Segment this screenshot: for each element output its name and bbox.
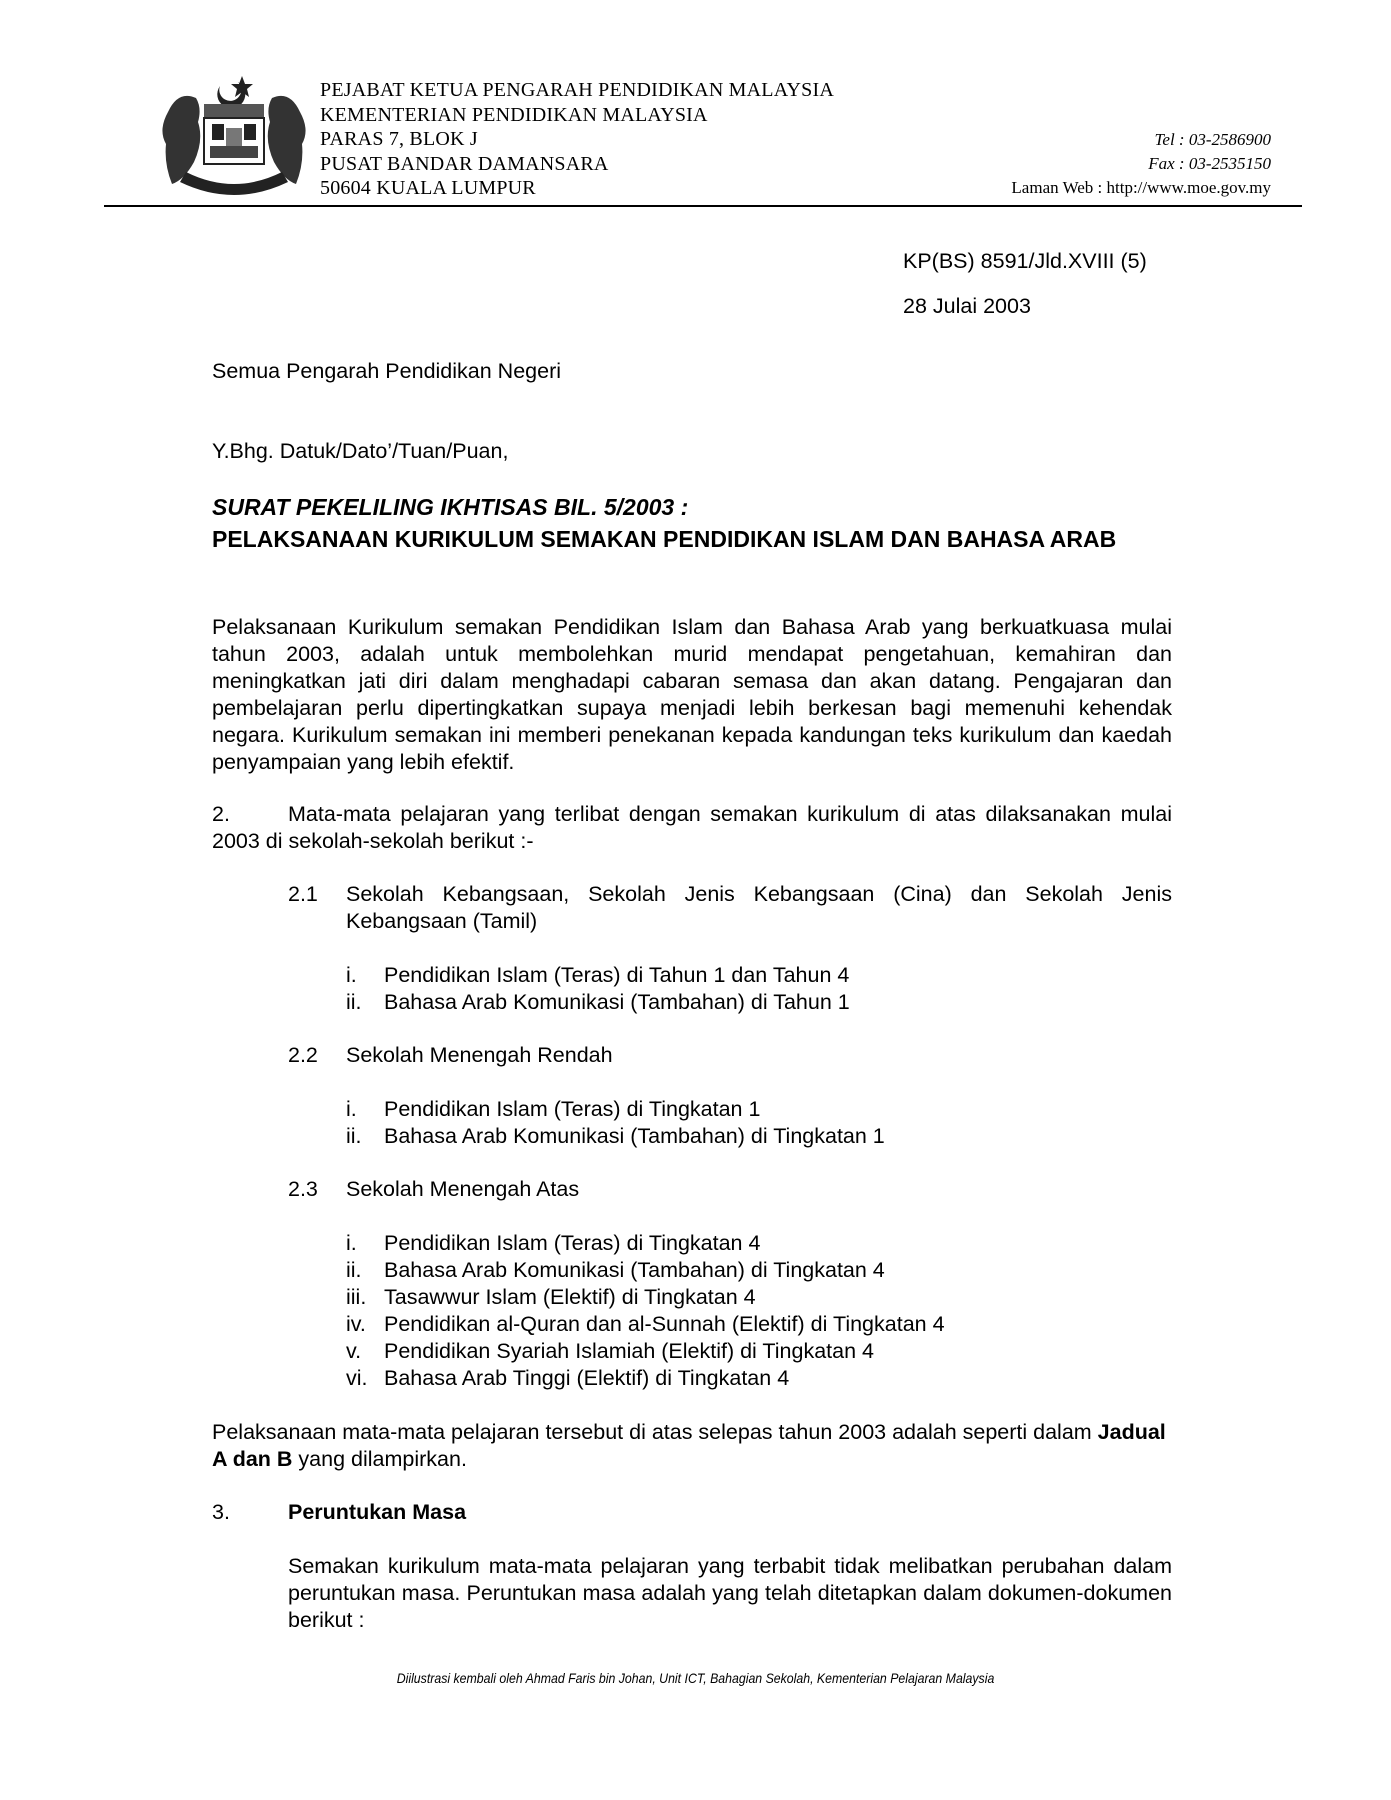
implementation-text: Pelaksanaan mata-mata pelajaran tersebut di atas selepas tahun 2003 adalah seperti dalam [212,1420,1098,1444]
section-title: Sekolah Menengah Atas [346,1177,580,1201]
item-text: Pendidikan Islam (Teras) di Tingkatan 4 [384,1231,761,1255]
implementation-bold-reference: Jadual A dan B [212,1420,1166,1471]
fax: Fax : 03-2535150 [1148,154,1271,173]
section-number: 2.3 [288,1177,318,1201]
section-number: 3. [212,1500,230,1524]
item-text: Pendidikan al-Quran dan al-Sunnah (Elektif) di Tingkatan 4 [384,1312,945,1336]
footer-note: Diilustrasi kembali oleh Ahmad Faris bin Johan, Unit ICT, Bahagian Sekolah, Kementerian Pelajaran Malaysia [396,1670,995,1686]
contact-info [1011,128,1271,200]
section-title: Sekolah Kebangsaan, Sekolah Jenis Kebangsaan (Cina) dan Sekolah Jenis Kebangsaan (Tamil) [346,882,1172,933]
item-number: ii. [346,1258,362,1282]
office-line: 50604 KUALA LUMPUR [320,177,536,199]
website: Laman Web : http://www.moe.gov.my [1011,178,1271,197]
section-2-2 [288,1042,1172,1069]
implementation-text-end: yang dilampirkan. [292,1447,467,1471]
item-number: vi. [346,1366,368,1390]
section-3-paragraph: Semakan kurikulum mata-mata pelajaran yang terbabit tidak melibatkan perubahan dalam peruntukan masa. Peruntukan masa adalah yang telah ditetapkan dalam dokumen-dokumen berikut : [288,1554,1172,1632]
reference-block [903,248,1147,338]
office-line: KEMENTERIAN PENDIDIKAN MALAYSIA [320,103,708,126]
section-2-3 [288,1176,1172,1203]
item-number: i. [346,1097,357,1121]
subject-heading: PELAKSANAAN KURIKULUM SEMAKAN PENDIDIKAN ISLAM DAN BAHASA ARAB [212,526,1117,552]
item-text: Bahasa Arab Tinggi (Elektif) di Tingkatan 4 [384,1366,790,1390]
item-number: i. [346,963,357,987]
section-3-heading [212,1499,466,1526]
paragraph-1: Pelaksanaan Kurikulum semakan Pendidikan Islam dan Bahasa Arab yang berkuatkuasa mulai tahun 2003, adalah untuk membolehkan murid mendapat pengetahuan, kemahiran dan meningkatkan jati diri dalam menghadapi cabaran semasa dan akan datang. Pengajaran dan pembelajaran perlu dipertingkatkan supaya menjadi lebih berkesan bagi memenuhi kehendak negara. Kurikulum semakan ini memberi penekanan kepada kandungan teks kurikulum dan kaedah penyampaian yang lebih efektif. [212,615,1172,774]
item-text: Bahasa Arab Komunikasi (Tambahan) di Tahun 1 [384,990,850,1014]
section-number: 2.2 [288,1043,318,1067]
reference-number: KP(BS) 8591/Jld.XVIII (5) [903,249,1147,273]
letter-date: 28 Julai 2003 [903,294,1031,318]
office-line: PARAS 7, BLOK J [320,128,478,150]
item-text: Pendidikan Syariah Islamiah (Elektif) di Tingkatan 4 [384,1339,874,1363]
implementation-paragraph [212,1419,1172,1473]
section-2-1 [288,881,1172,935]
telephone: Tel : 03-2586900 [1154,130,1271,149]
item-text: Bahasa Arab Komunikasi (Tambahan) di Tingkatan 4 [384,1258,885,1282]
item-text: Tasawwur Islam (Elektif) di Tingkatan 4 [384,1285,756,1309]
paragraph-text: Mata-mata pelajaran yang terlibat dengan semakan kurikulum di atas dilaksanakan mulai 2003 di sekolah-sekolah berikut :- [212,802,1172,853]
circular-title: SURAT PEKELILING IKHTISAS BIL. 5/2003 : [212,494,689,520]
item-text: Pendidikan Islam (Teras) di Tingkatan 1 [384,1097,761,1121]
item-number: v. [346,1339,362,1363]
item-number: i. [346,1231,357,1255]
item-number: iv. [346,1312,366,1336]
letterhead-divider [104,205,1302,207]
office-line: PUSAT BANDAR DAMANSARA [320,152,609,175]
salutation: Y.Bhg. Datuk/Dato’/Tuan/Puan, [212,439,509,463]
paragraph-number: 2. [212,802,230,826]
section-title: Sekolah Menengah Rendah [346,1043,613,1067]
item-number: ii. [346,990,362,1014]
section-title: Peruntukan Masa [288,1500,467,1524]
item-number: iii. [346,1285,367,1309]
paragraph-2 [212,801,1172,855]
malaysia-coat-of-arms-icon [160,72,308,200]
recipient: Semua Pengarah Pendidikan Negeri [212,359,562,383]
office-address [320,78,834,201]
item-text: Pendidikan Islam (Teras) di Tahun 1 dan Tahun 4 [384,963,850,987]
section-number: 2.1 [288,882,318,906]
office-line: PEJABAT KETUA PENGARAH PENDIDIKAN MALAYSIA [320,79,834,101]
item-text: Bahasa Arab Komunikasi (Tambahan) di Tingkatan 1 [384,1124,885,1148]
item-number: ii. [346,1124,362,1148]
